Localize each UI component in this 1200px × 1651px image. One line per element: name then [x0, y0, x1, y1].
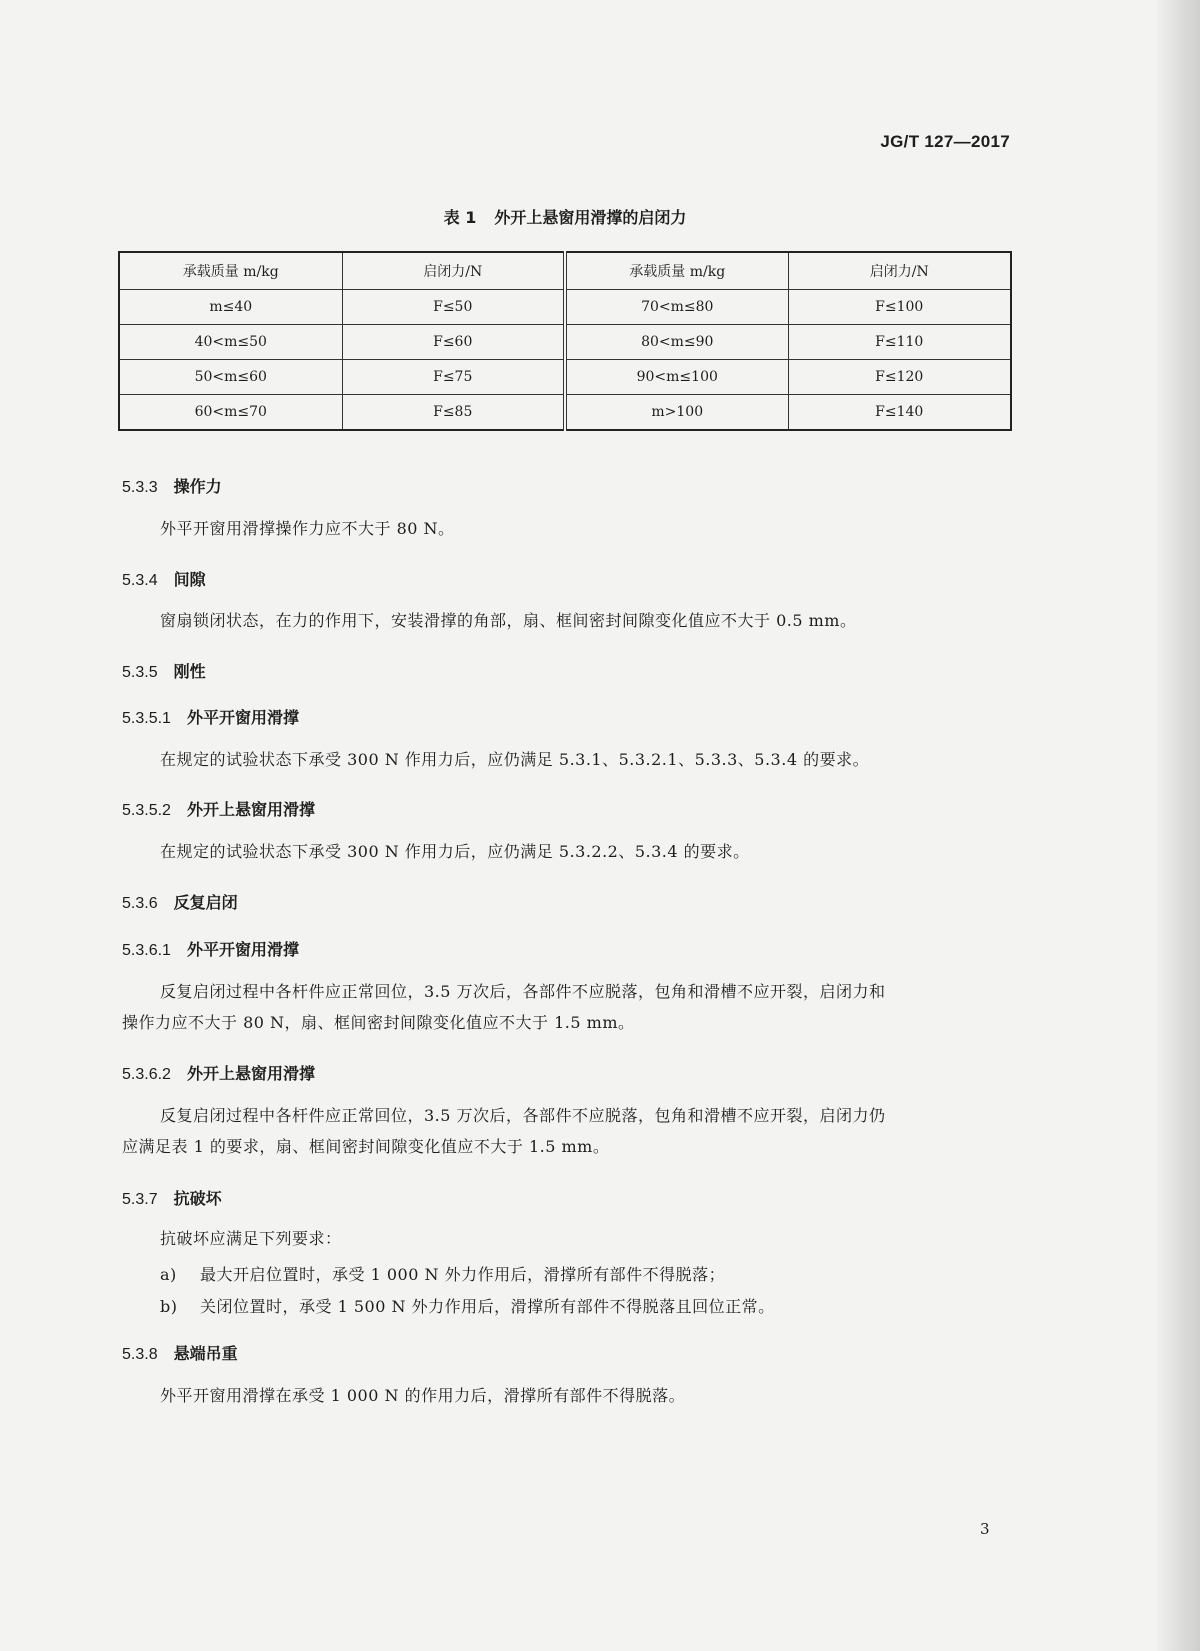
section-heading-5-3-7 — [122, 1186, 222, 1209]
section-number: 5.3.6.2 — [122, 1066, 171, 1083]
table-cell: F≤120 — [788, 360, 1011, 395]
section-number: 5.3.6.1 — [122, 942, 171, 959]
section-text-line: 操作力应不大于 80 N，扇、框间密封间隙变化值应不大于 1.5 mm。 — [122, 1013, 635, 1032]
list-item-label: a) — [160, 1265, 177, 1284]
list-item-label: b) — [160, 1297, 178, 1316]
table-header-cell: 启闭力/N — [788, 252, 1011, 290]
table-row — [119, 325, 1011, 360]
section-title: 刚性 — [173, 662, 206, 681]
section-number: 5.3.6 — [122, 895, 158, 912]
page-number: 3 — [980, 1520, 990, 1538]
table-title: 外开上悬窗用滑撑的启闭力 — [494, 208, 687, 227]
section-title: 外平开窗用滑撑 — [186, 708, 299, 727]
section-number: 5.3.8 — [122, 1346, 158, 1363]
table-cell: 40<m≤50 — [119, 325, 342, 360]
table-number: 表 1 — [443, 208, 477, 227]
table-cell: 70<m≤80 — [565, 290, 788, 325]
table-cell: F≤50 — [342, 290, 565, 325]
section-text: 窗扇锁闭状态，在力的作用下，安装滑撑的角部，扇、框间密封间隙变化值应不大于 0.5 mm。 — [160, 611, 857, 630]
table-row — [119, 290, 1011, 325]
section-title: 外开上悬窗用滑撑 — [186, 800, 315, 819]
section-title: 间隙 — [173, 570, 206, 589]
section-number: 5.3.5.2 — [122, 802, 171, 819]
opening-force-table — [118, 251, 1012, 431]
section-text: 在规定的试验状态下承受 300 N 作用力后，应仍满足 5.3.1、5.3.2.1、5.3.3、5.3.4 的要求。 — [160, 750, 870, 769]
table-cell: m≤40 — [119, 290, 342, 325]
section-number: 5.3.7 — [122, 1191, 158, 1208]
section-text: 抗破坏应满足下列要求： — [160, 1229, 342, 1248]
table-row — [119, 360, 1011, 395]
section-number: 5.3.5 — [122, 664, 158, 681]
table-cell: F≤60 — [342, 325, 565, 360]
section-heading-5-3-5-1 — [122, 705, 299, 728]
section-title: 外平开窗用滑撑 — [186, 940, 299, 959]
section-text-line: 反复启闭过程中各杆件应正常回位，3.5 万次后，各部件不应脱落，包角和滑槽不应开裂，启闭力和 — [160, 982, 886, 1001]
table-cell: m>100 — [565, 395, 788, 431]
table-caption — [0, 205, 1130, 228]
section-title: 外开上悬窗用滑撑 — [186, 1064, 315, 1083]
list-item — [160, 1262, 725, 1285]
table-cell: F≤85 — [342, 395, 565, 431]
section-title: 抗破坏 — [173, 1189, 222, 1208]
standard-number: JG/T 127—2017 — [880, 132, 1010, 151]
table-header-cell: 承载质量 m/kg — [119, 252, 342, 290]
section-heading-5-3-6-2 — [122, 1061, 315, 1084]
section-title: 反复启闭 — [173, 893, 238, 912]
section-number: 5.3.3 — [122, 479, 158, 496]
table-header-cell: 启闭力/N — [342, 252, 565, 290]
section-number: 5.3.4 — [122, 572, 158, 589]
table-cell: 90<m≤100 — [565, 360, 788, 395]
page-edge-shadow — [1154, 0, 1200, 1651]
section-text: 在规定的试验状态下承受 300 N 作用力后，应仍满足 5.3.2.2、5.3.4 的要求。 — [160, 842, 750, 861]
table-header-cell: 承载质量 m/kg — [565, 252, 788, 290]
table-cell: F≤100 — [788, 290, 1011, 325]
table-cell: 80<m≤90 — [565, 325, 788, 360]
table-cell: F≤75 — [342, 360, 565, 395]
list-item-text: 最大开启位置时，承受 1 000 N 外力作用后，滑撑所有部件不得脱落； — [200, 1265, 726, 1284]
section-heading-5-3-4 — [122, 567, 206, 590]
section-text: 外平开窗用滑撑在承受 1 000 N 的作用力后，滑撑所有部件不得脱落。 — [160, 1386, 686, 1405]
section-title: 悬端吊重 — [173, 1344, 238, 1363]
section-number: 5.3.5.1 — [122, 710, 171, 727]
section-text-line: 应满足表 1 的要求，扇、框间密封间隙变化值应不大于 1.5 mm。 — [122, 1137, 610, 1156]
section-heading-5-3-8 — [122, 1341, 238, 1364]
list-item-text: 关闭位置时，承受 1 500 N 外力作用后，滑撑所有部件不得脱落且回位正常。 — [200, 1297, 775, 1316]
section-heading-5-3-5-2 — [122, 797, 315, 820]
section-heading-5-3-5 — [122, 659, 206, 682]
section-heading-5-3-6-1 — [122, 937, 299, 960]
section-heading-5-3-3 — [122, 474, 222, 497]
table-cell: 60<m≤70 — [119, 395, 342, 431]
table-row — [119, 395, 1011, 431]
section-text-line: 反复启闭过程中各杆件应正常回位，3.5 万次后，各部件不应脱落，包角和滑槽不应开裂，启闭力仍 — [160, 1106, 886, 1125]
section-title: 操作力 — [173, 477, 222, 496]
table-cell: F≤140 — [788, 395, 1011, 431]
table-cell: 50<m≤60 — [119, 360, 342, 395]
section-heading-5-3-6 — [122, 890, 238, 913]
table-header-row — [119, 252, 1011, 290]
table-cell: F≤110 — [788, 325, 1011, 360]
section-text: 外平开窗用滑撑操作力应不大于 80 N。 — [160, 519, 455, 538]
list-item — [160, 1294, 775, 1317]
